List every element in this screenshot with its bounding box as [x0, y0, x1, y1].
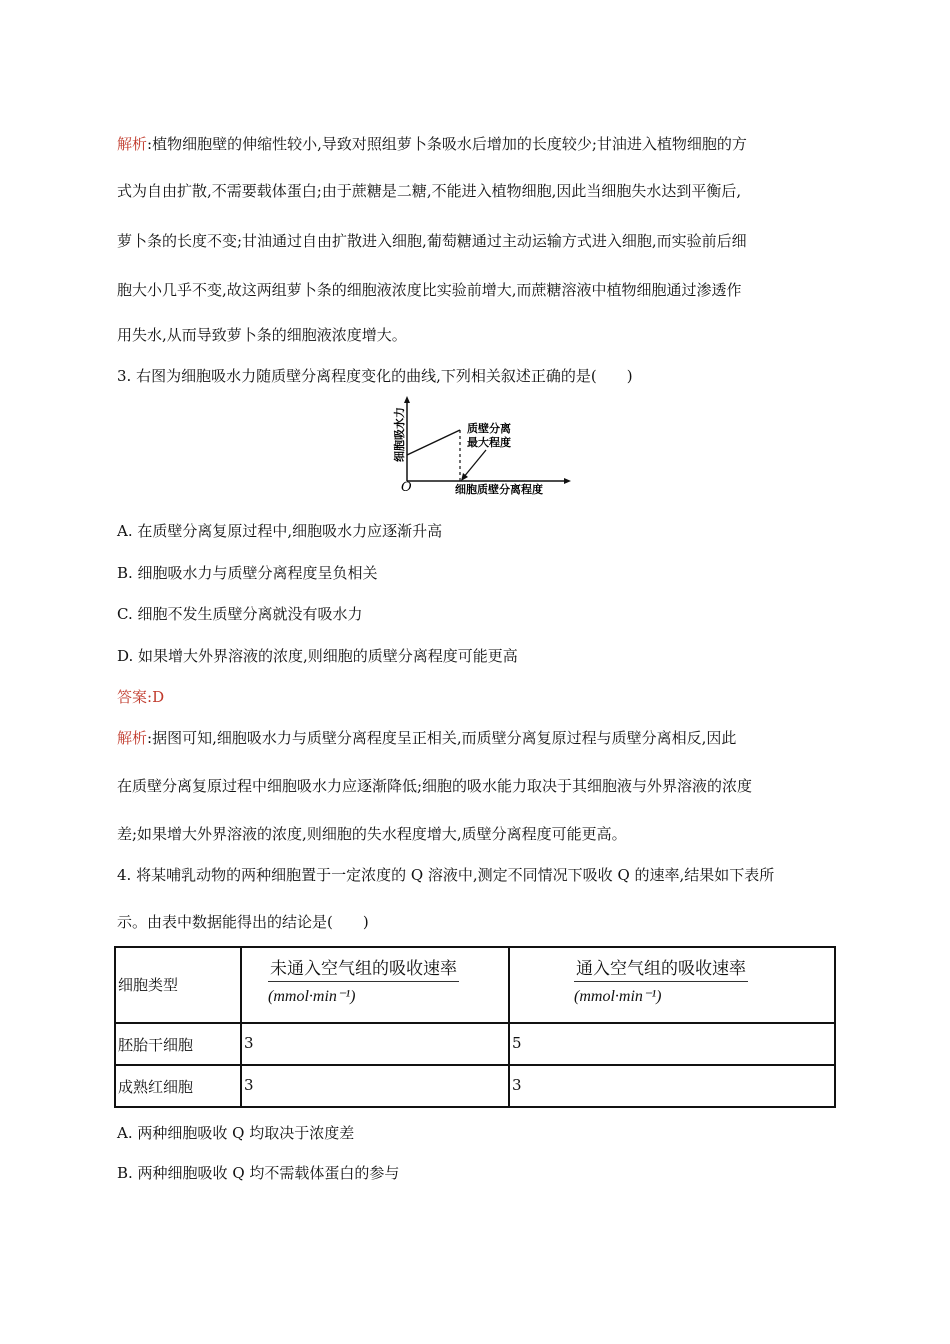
question-3-explanation-line-2: 在质壁分离复原过程中细胞吸水力应逐渐降低;细胞的吸水能力取决于其细胞液与外界溶液的浓度: [117, 777, 753, 795]
suction-curve: [407, 430, 460, 455]
table-cell: 胚胎干细胞: [115, 1023, 241, 1065]
table-cell: 成熟红细胞: [115, 1065, 241, 1107]
table-row: [115, 1023, 835, 1065]
question-3-explanation-line-1: 解析:据图可知,细胞吸水力与质壁分离程度呈正相关,而质壁分离复原过程与质壁分离相反,因此: [117, 729, 737, 747]
question-3-option-a: A. 在质壁分离复原过程中,细胞吸水力应逐渐升高: [117, 522, 443, 540]
x-axis-label: 细胞质壁分离程度: [455, 483, 543, 496]
explanation-line-3: 萝卜条的长度不变;甘油通过自由扩散进入细胞,葡萄糖通过主动运输方式进入细胞,而实验前后细: [117, 232, 747, 250]
question-4-option-a: A. 两种细胞吸收 Q 均取决于浓度差: [117, 1124, 355, 1142]
question-3-option-c: C. 细胞不发生质壁分离就没有吸水力: [117, 605, 363, 623]
question-3-option-b: B. 细胞吸水力与质壁分离程度呈负相关: [117, 564, 378, 582]
question-3-answer: [117, 686, 164, 707]
table-header-cell-no-air: 未通入空气组的吸收速率 (mmol·min⁻¹): [241, 947, 509, 1023]
absorption-rate-table: [114, 946, 836, 1108]
x-axis-arrow: [564, 478, 571, 484]
question-3-option-d: D. 如果增大外界溶液的浓度,则细胞的质壁分离程度可能更高: [117, 647, 518, 665]
table-cell: 5: [509, 1023, 835, 1065]
question-4-stem-line-2: 示。由表中数据能得出的结论是( ): [117, 913, 369, 931]
question-4-option-b: B. 两种细胞吸收 Q 均不需载体蛋白的参与: [117, 1164, 400, 1182]
suction-graph: [385, 393, 575, 498]
question-4-stem-line-1: 4. 将某哺乳动物的两种细胞置于一定浓度的 Q 溶液中,测定不同情况下吸收 Q 的速率,结果如下表所: [117, 866, 775, 884]
annotation-pointer: [463, 450, 486, 478]
table-cell: 3: [509, 1065, 835, 1107]
question-3-stem: 3. 右图为细胞吸水力随质壁分离程度变化的曲线,下列相关叙述正确的是( ): [117, 367, 633, 385]
explanation-label: 解析: [117, 729, 148, 747]
table-cell: 3: [241, 1065, 509, 1107]
y-axis-arrow: [404, 396, 410, 403]
table-cell: 3: [241, 1023, 509, 1065]
answer-label: 答案: [117, 688, 148, 706]
question-3-explanation-line-3: 差;如果增大外界溶液的浓度,则细胞的失水程度增大,质壁分离程度可能更高。: [117, 825, 627, 843]
table-header-cell-air: 通入空气组的吸收速率 (mmol·min⁻¹): [509, 947, 835, 1023]
explanation-line-5: 用失水,从而导致萝卜条的细胞液浓度增大。: [117, 326, 407, 344]
annotation-line-2: 最大程度: [467, 436, 511, 449]
explanation-line-4: 胞大小几乎不变,故这两组萝卜条的细胞液浓度比实验前增大,而蔗糖溶液中植物细胞通过渗透作: [117, 281, 742, 299]
table-row: [115, 1065, 835, 1107]
y-axis-label: 细胞吸水力: [393, 407, 406, 462]
table-header-cell-type: 细胞类型: [115, 947, 241, 1023]
origin-label: O: [401, 480, 412, 495]
annotation-line-1: 质壁分离: [467, 422, 511, 435]
explanation-line-1: 解析:植物细胞壁的伸缩性较小,导致对照组萝卜条吸水后增加的长度较少;甘油进入植物细胞的方: [117, 135, 747, 153]
explanation-line-2: 式为自由扩散,不需要载体蛋白;由于蔗糖是二糖,不能进入植物细胞,因此当细胞失水达到平衡后,: [117, 182, 742, 200]
answer-value: :D: [147, 688, 165, 706]
table-header-row: [115, 947, 835, 1023]
explanation-label: 解析: [117, 135, 148, 153]
